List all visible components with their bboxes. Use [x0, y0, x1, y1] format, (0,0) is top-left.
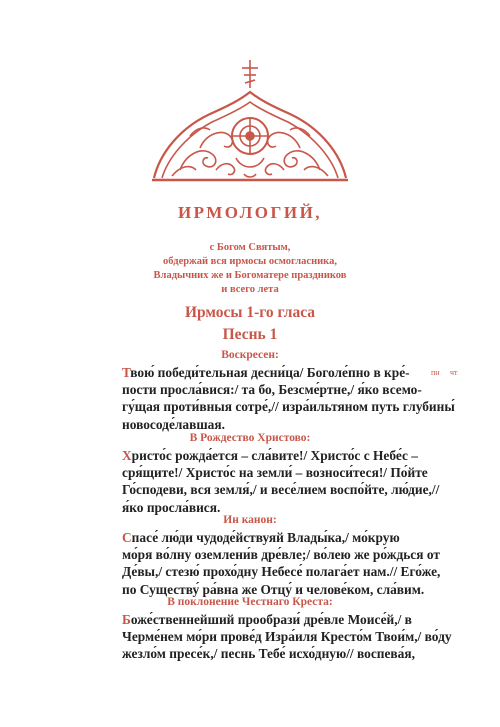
drop-initial: Х	[122, 448, 132, 463]
text-fragment: ристо́с рожда́ется – сла́вите!/ Христо́с с Небе́с –	[131, 448, 418, 463]
subtitle-line: обдержай вся ирмосы осмогласника,	[163, 256, 337, 267]
drop-initial: Б	[122, 612, 131, 627]
text-line: сря́щите!/ Христо́с на земли́ – возноси́теся!/ По́йте	[122, 465, 428, 481]
subtitle-line: с Богом Святым,	[209, 242, 291, 253]
text-fragment: оже́ственнейший прообрази́ дре́вле Моисе́й,/ в	[130, 612, 412, 627]
section-title: Ирмосы 1-го гласа	[184, 304, 316, 321]
text-line: по Существу́ ра́вна же Отцу́ и челове́ком, сла́вим.	[122, 581, 425, 597]
hymn-text	[122, 611, 452, 663]
text-line	[122, 364, 422, 381]
text-line: Черме́нем мо́ри прове́д Изра́иля Кресто́м Твои́м,/ во́ду	[122, 629, 452, 645]
block-heading: В Рождество Христово:	[189, 432, 311, 444]
text-line: новосоде́лавшая.	[122, 416, 225, 432]
headpiece-ornament-with-cross-icon	[150, 58, 350, 186]
text-fragment: пасе́ лю́ди чудоде́йствуяй Влады́ка,/ мо́крую	[131, 530, 400, 545]
block-heading: В поклонение Честнаго Креста:	[167, 596, 333, 608]
block-heading: Ин канон:	[223, 514, 277, 526]
subtitle-line: и всего лета	[221, 284, 279, 295]
hymn-text	[122, 529, 441, 598]
song-title: Песнь 1	[222, 326, 278, 343]
margin-note: чт	[450, 368, 458, 377]
text-line	[122, 447, 422, 464]
text-line: я́ко просла́вися.	[122, 499, 221, 515]
text-line: пости просла́вися:/ та бо, Безсме́ртне,/ я́ко всемо-	[122, 382, 422, 398]
text-line: гу́щая проти́вныя сотре́,// изра́ильтяном путь глубины́	[122, 399, 455, 415]
text-line	[122, 611, 422, 628]
margin-note: пн	[431, 368, 440, 377]
hymn-text	[122, 447, 440, 516]
drop-initial: Т	[122, 365, 131, 380]
text-line: мо́ря во́лну оземлени́в дре́вле;/ во́лею же ро́ждься от	[122, 547, 440, 563]
text-line: Го́сподеви, вся земля́,/ и весе́лием воспо́йте, лю́дие,//	[122, 482, 440, 498]
book-title: ИРМОЛОГИЙ,	[177, 203, 323, 222]
text-fragment: вою́ победи́тельная десни́ца/ Боголе́пно в кре́-	[130, 365, 410, 380]
text-line	[122, 529, 422, 546]
subtitle-line: Владычних же и Богоматере праздников	[153, 270, 347, 281]
drop-initial: С	[122, 530, 132, 545]
text-line: Де́вы,/ стезю́ прохо́дну Небесе́ полага́ет нам.// Его́же,	[122, 564, 441, 580]
block-heading: Воскресен:	[221, 349, 279, 361]
text-line: жезло́м пресе́к,/ песнь Тебе́ исхо́дную// воспева́я,	[122, 646, 415, 662]
